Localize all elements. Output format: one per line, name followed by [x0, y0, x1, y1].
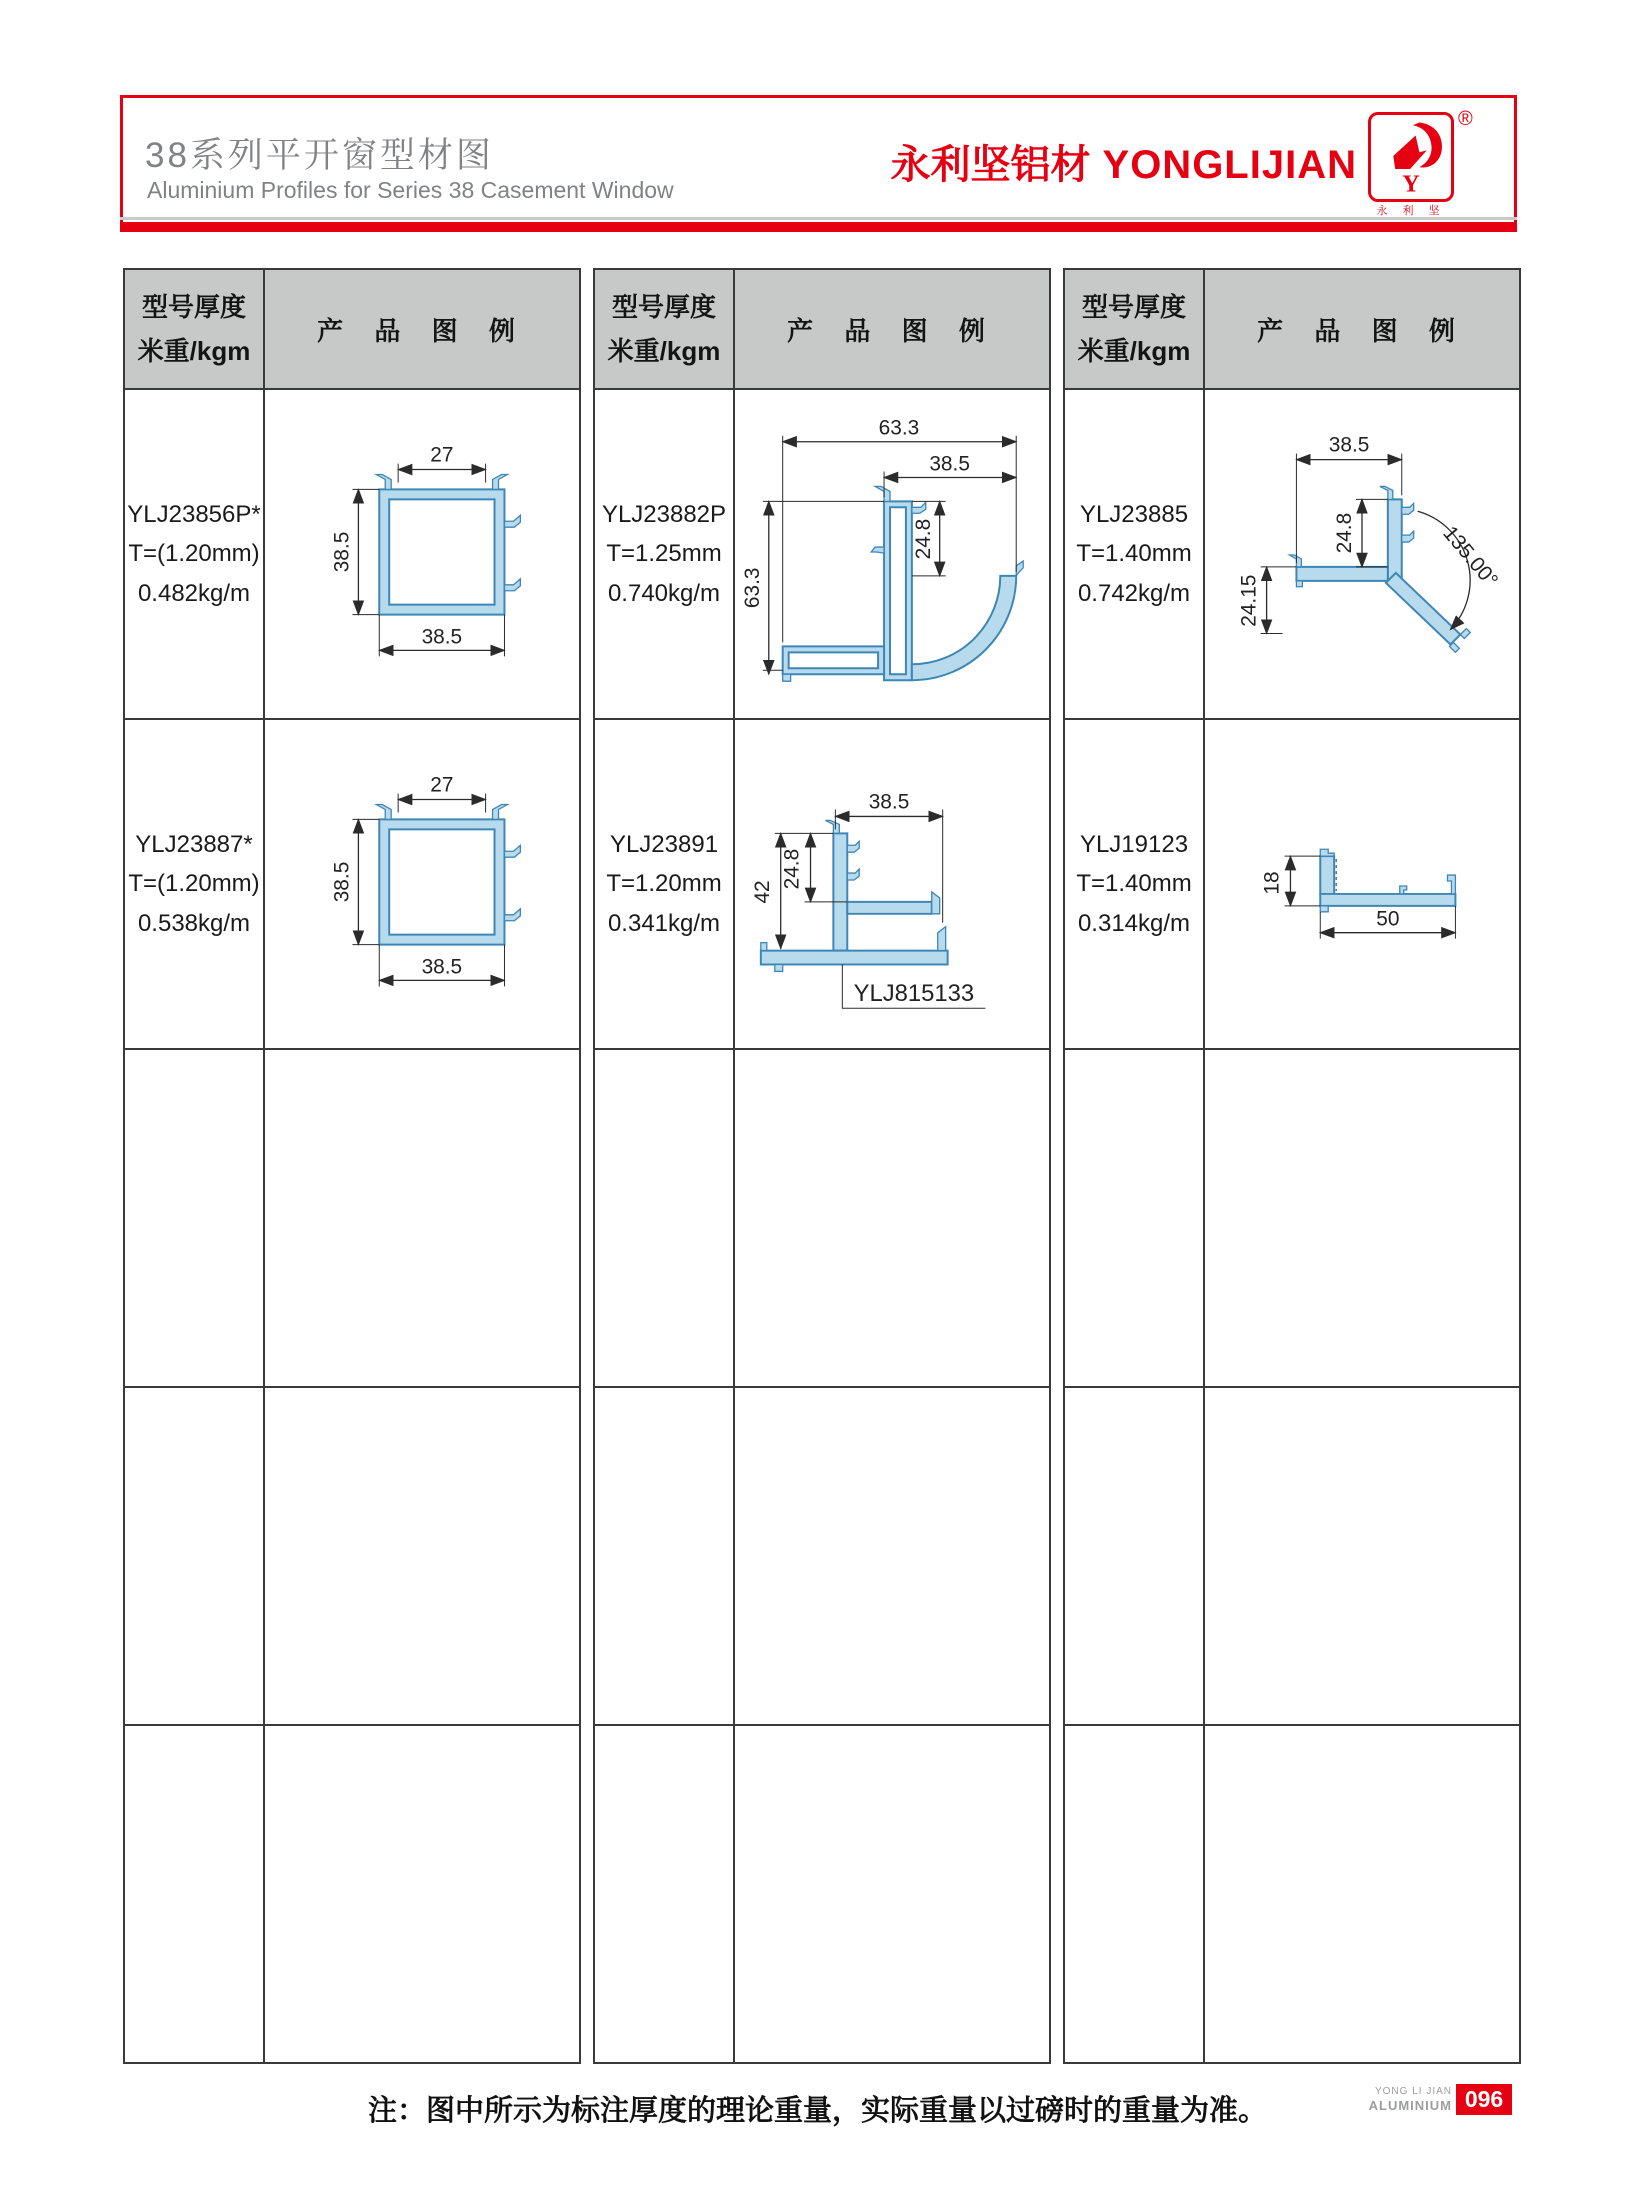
brand-logo	[1368, 112, 1454, 202]
footer-brand-line1: YONG LI JIAN	[1374, 2086, 1452, 2097]
product-weight: 0.538kg/m	[137, 909, 251, 937]
product-weight: 0.341kg/m	[607, 909, 721, 937]
empty-cell	[595, 1388, 735, 1726]
drawing-cell	[735, 720, 1051, 1050]
footer-brand	[1312, 2086, 1452, 2114]
registered-mark: ®	[1458, 108, 1473, 130]
header-model-line1: 型号厚度	[611, 291, 716, 322]
empty-cell	[1065, 1726, 1205, 2064]
product-label-ylj23856p	[125, 390, 265, 720]
page-title: 38系列平开窗型材图	[145, 136, 494, 175]
profile-drawing-ylj23887	[265, 720, 579, 1048]
product-thickness: T=1.25mm	[606, 540, 722, 568]
product-weight: 0.482kg/m	[137, 579, 251, 607]
header-cell-diagram: 产 品 图 例	[1205, 270, 1521, 390]
product-thickness: T=1.40mm	[1076, 870, 1192, 898]
table-group-2	[593, 268, 1051, 2064]
dim-label-left: 24.15	[1237, 574, 1261, 627]
product-thickness: T=(1.20mm)	[128, 540, 260, 568]
dim-label-bottom: 50	[1376, 907, 1400, 931]
dim-label-left: 42	[750, 880, 774, 904]
empty-cell	[735, 1050, 1051, 1388]
empty-cell	[735, 1388, 1051, 1726]
table-group-1	[123, 268, 581, 2064]
empty-cell	[1205, 1388, 1521, 1726]
header-model-line1: 型号厚度	[141, 291, 246, 322]
header-model-line2: 米重/kgm	[607, 336, 721, 366]
empty-cell	[125, 1050, 265, 1388]
empty-cell	[265, 1388, 581, 1726]
dim-label-top: 38.5	[1328, 433, 1370, 457]
product-model: YLJ19123	[1079, 830, 1189, 858]
header-cell-diagram: 产 品 图 例	[735, 270, 1051, 390]
brand-text	[891, 133, 1357, 190]
empty-cell	[125, 1726, 265, 2064]
empty-cell	[265, 1050, 581, 1388]
footer-brand-line2: ALUMINIUM	[1368, 2098, 1452, 2113]
dim-label-left: 38.5	[330, 861, 354, 903]
drawing-cell	[1205, 390, 1521, 720]
product-model: YLJ23887*	[135, 830, 253, 858]
header-cell-model	[125, 270, 265, 390]
drawing-cell	[1205, 720, 1521, 1050]
product-label-ylj23891	[595, 720, 735, 1050]
dim-label-left: 63.3	[740, 567, 764, 609]
dim-label-upper: 38.5	[929, 452, 970, 476]
product-model: YLJ23856P*	[127, 500, 261, 528]
product-weight: 0.742kg/m	[1077, 579, 1191, 607]
brand-name-en: YONGLIJIAN	[1102, 143, 1357, 187]
dim-label-inner: 24.8	[911, 518, 935, 560]
empty-cell	[735, 1726, 1051, 2064]
empty-cell	[595, 1050, 735, 1388]
empty-cell	[1205, 1050, 1521, 1388]
dim-label-top: 38.5	[868, 790, 910, 814]
header-red-divider	[120, 222, 1517, 232]
dim-label-top: 27	[430, 443, 454, 467]
logo-small-text: 永 利 坚	[1376, 205, 1446, 217]
header-model-line2: 米重/kgm	[1077, 336, 1191, 366]
header-cell-model	[595, 270, 735, 390]
drawing-cell	[265, 720, 581, 1050]
profile-drawing-ylj23856p	[265, 390, 579, 718]
profile-drawing-ylj23891	[735, 720, 1049, 1048]
dim-label-top: 63.3	[878, 416, 920, 440]
dim-label-bottom: 38.5	[421, 625, 463, 649]
header-gray-divider	[120, 217, 1517, 220]
header-cell-model	[1065, 270, 1205, 390]
page-subtitle: Aluminium Profiles for Series 38 Casement Window	[147, 177, 674, 203]
empty-cell	[1205, 1726, 1521, 2064]
header-model-line2: 米重/kgm	[137, 336, 251, 366]
drawing-cell	[735, 390, 1051, 720]
page-number-badge: 096	[1456, 2084, 1512, 2115]
profile-drawing-ylj23885	[1205, 390, 1519, 718]
table-group-3	[1063, 268, 1521, 2064]
product-model: YLJ23882P	[601, 500, 727, 528]
profile-drawing-ylj23882p	[735, 390, 1049, 718]
empty-cell	[1065, 1388, 1205, 1726]
header-cell-diagram: 产 品 图 例	[265, 270, 581, 390]
product-label-ylj23882p	[595, 390, 735, 720]
brand-logo-mark-icon	[1371, 115, 1451, 199]
product-label-ylj19123	[1065, 720, 1205, 1050]
drawing-cell	[265, 390, 581, 720]
dim-label-left: 38.5	[330, 531, 354, 573]
empty-cell	[265, 1726, 581, 2064]
product-weight: 0.314kg/m	[1077, 909, 1191, 937]
dim-label-inner: 24.8	[780, 848, 804, 890]
logo-letter: Y	[1402, 170, 1420, 198]
product-thickness: T=(1.20mm)	[128, 870, 260, 898]
dim-label-left: 18	[1260, 871, 1284, 895]
ref-profile-label: YLJ815133	[853, 980, 975, 1008]
product-model: YLJ23885	[1079, 500, 1189, 528]
header-model-line1: 型号厚度	[1081, 291, 1186, 322]
product-thickness: T=1.20mm	[606, 870, 722, 898]
dim-label-bottom: 38.5	[421, 955, 463, 979]
empty-cell	[125, 1388, 265, 1726]
dim-label-top: 27	[430, 773, 454, 797]
product-model: YLJ23891	[609, 830, 719, 858]
profile-drawing-ylj19123	[1205, 720, 1519, 1048]
dim-label-inner: 24.8	[1333, 512, 1357, 554]
empty-cell	[1065, 1050, 1205, 1388]
brand-name-cn: 永利坚铝材	[890, 143, 1091, 187]
product-label-ylj23885	[1065, 390, 1205, 720]
product-thickness: T=1.40mm	[1076, 540, 1192, 568]
dim-label-angle: 135.00°	[1438, 521, 1503, 592]
product-label-ylj23887	[125, 720, 265, 1050]
product-weight: 0.740kg/m	[607, 579, 721, 607]
footer-note: 注：图中所示为标注厚度的理论重量，实际重量以过磅时的重量为准。	[367, 2095, 1267, 2127]
empty-cell	[595, 1726, 735, 2064]
